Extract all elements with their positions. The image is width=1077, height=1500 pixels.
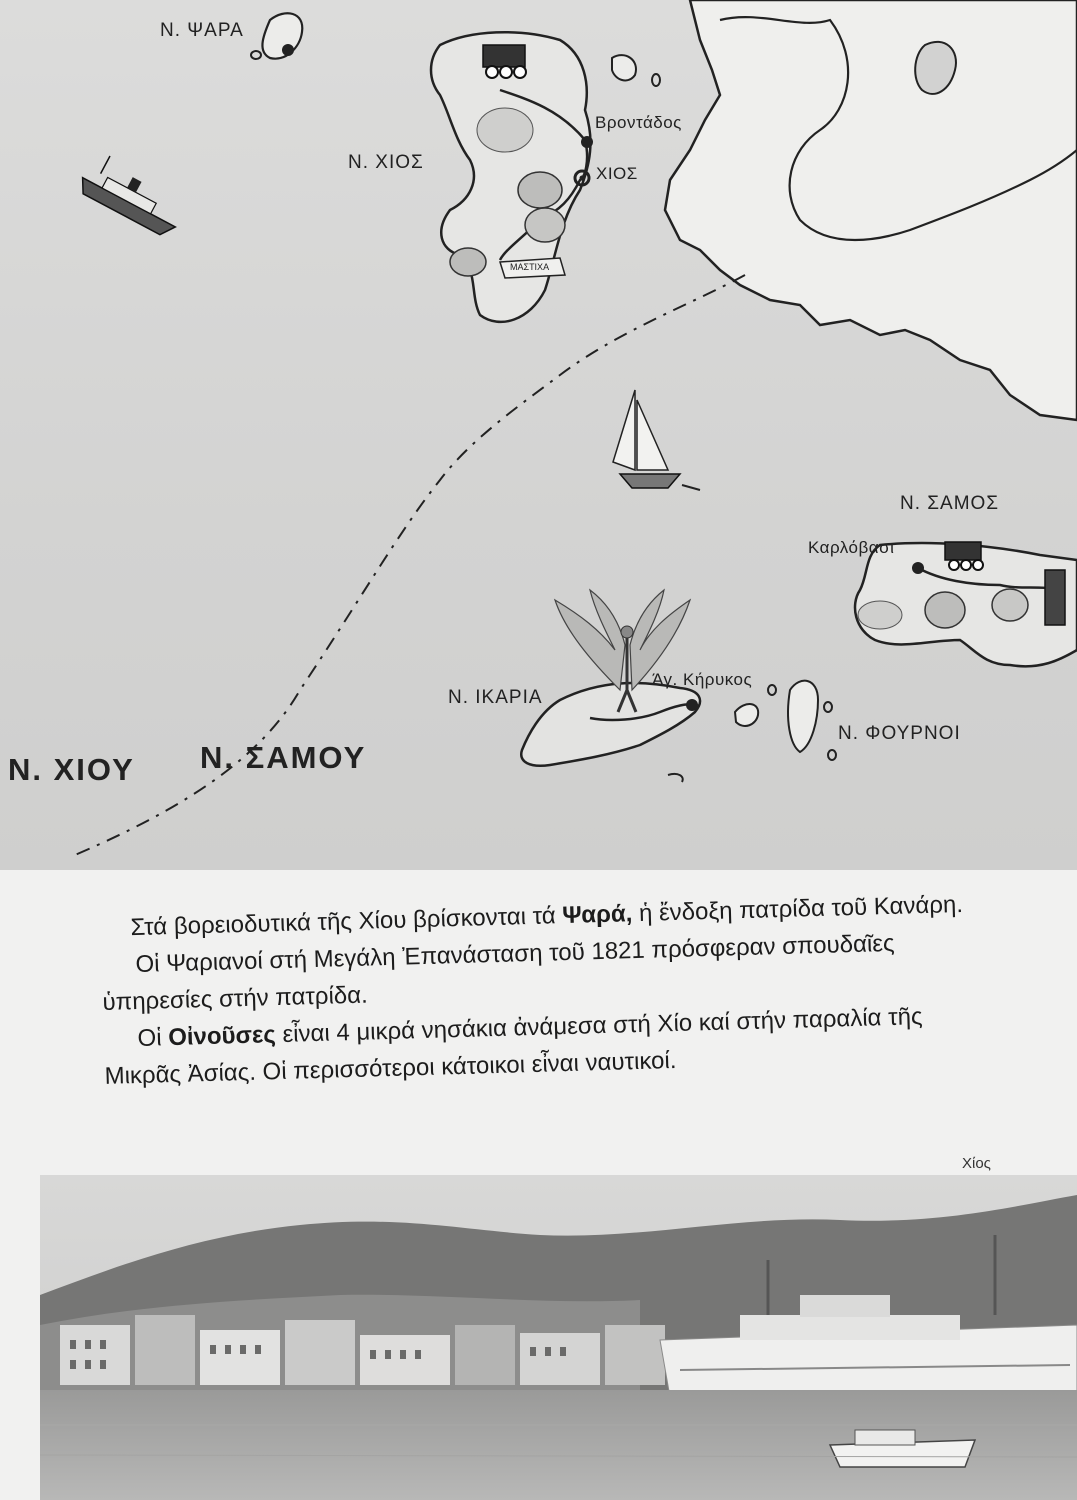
cart-icon xyxy=(483,45,526,78)
paragraph-text: Στά βορειοδυτικά τῆς Χίου βρίσκονται τά xyxy=(130,902,563,942)
label-mastic: ΜΑΣΤΙΧΑ xyxy=(510,262,550,272)
highlight-psara: Ψαρά, xyxy=(561,900,633,930)
ship-icon xyxy=(76,149,190,239)
oinousses-island xyxy=(612,55,636,80)
sailboat-icon xyxy=(613,390,700,490)
paragraph-text: ἡ ἔνδοξη πατρίδα τοῦ Κανάρη. xyxy=(631,890,964,928)
karlovasi-dot xyxy=(912,562,924,574)
label-ikaria: Ν. ΙΚΑΡΙΑ xyxy=(448,687,543,708)
vrontados-dot xyxy=(581,136,593,148)
harbor-photo xyxy=(40,1175,1077,1500)
paragraph-text: εἶναι 4 μικρά νησάκια ἀνάμεσα στή Χίο καί στήν παραλία τῆς Μικρᾶς Ἀσίας. Οἱ περισσότεροι κάτοικοι εἶναι ναυτικοί. xyxy=(104,1003,923,1090)
cart-icon xyxy=(945,542,983,570)
body-text xyxy=(100,885,1005,1095)
fournoi-island xyxy=(788,681,818,752)
paragraph-text: Οἱ xyxy=(137,1024,169,1052)
mainland-coast xyxy=(665,0,1077,420)
agios-kirykos-dot xyxy=(686,699,698,711)
label-fournoi: Ν. ΦΟΥΡΝΟΙ xyxy=(838,723,961,744)
fournoi-island xyxy=(735,704,758,726)
ferry-route xyxy=(75,275,745,855)
photo-caption: Χίος xyxy=(962,1155,991,1172)
label-karlovasi: Καρλόβασι xyxy=(808,538,895,557)
label-samos-island: Ν. ΣΑΜΟΣ xyxy=(900,493,1000,514)
label-chios-island: Ν. ΧΙΟΣ xyxy=(348,152,424,173)
label-vrontados: Βροντάδος xyxy=(595,113,682,132)
label-prefecture-chios: Ν. ΧΙΟΥ xyxy=(8,752,135,787)
ikaria-island xyxy=(521,683,700,766)
label-prefecture-samos: Ν. ΣΑΜΟΥ xyxy=(200,740,367,775)
psara-town-dot xyxy=(282,44,294,56)
highlight-oinousses: Οἰνοῦσες xyxy=(167,1021,277,1052)
paragraph-psariani: Οἱ Ψαριανοί στή Μεγάλη Ἐπανάσταση τοῦ 1821 πρόσφεραν σπουδαῖες ὑπηρεσίες στήν πατρίδα. xyxy=(102,929,895,1016)
harbor-photo-drawing xyxy=(40,1175,1077,1500)
label-psara: Ν. ΨΑΡΑ xyxy=(160,20,244,41)
label-agios-kirykos: Άγ. Κήρυκος xyxy=(652,670,753,689)
label-chios-town: ΧΙΟΣ xyxy=(596,164,638,183)
